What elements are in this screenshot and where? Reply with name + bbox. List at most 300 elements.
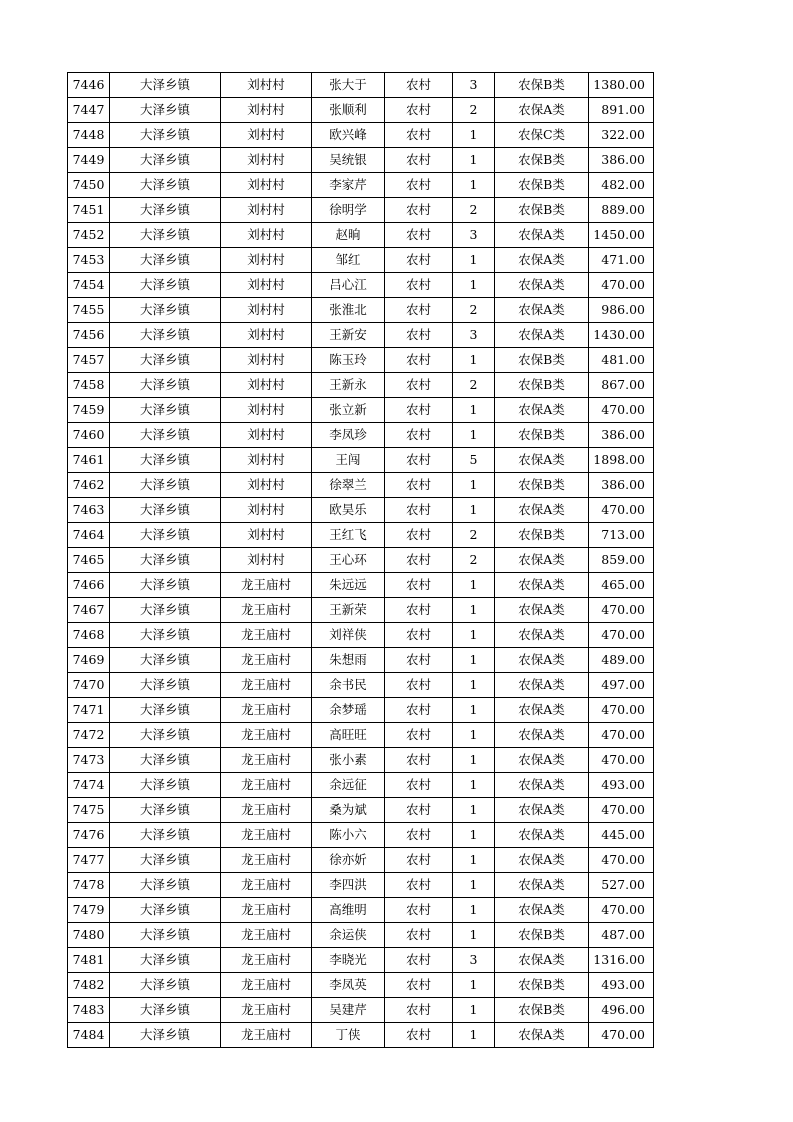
household-count-cell: 2 — [453, 373, 495, 398]
insurance-category-cell: 农保C类 — [495, 123, 589, 148]
record-id-cell: 7456 — [68, 323, 110, 348]
insurance-category-cell: 农保A类 — [495, 1023, 589, 1048]
table-row — [68, 198, 654, 223]
insurance-category-cell: 农保A类 — [495, 823, 589, 848]
amount-cell: 470.00 — [589, 723, 654, 748]
table-row — [68, 273, 654, 298]
insurance-category-cell: 农保A类 — [495, 873, 589, 898]
town-cell: 大泽乡镇 — [110, 948, 221, 973]
area-type-cell: 农村 — [385, 548, 453, 573]
insurance-category-cell: 农保B类 — [495, 973, 589, 998]
town-cell: 大泽乡镇 — [110, 248, 221, 273]
household-count-cell: 1 — [453, 748, 495, 773]
table-row — [68, 1023, 654, 1048]
person-name-cell: 陈小六 — [312, 823, 385, 848]
insurance-category-cell: 农保A类 — [495, 548, 589, 573]
record-id-cell: 7481 — [68, 948, 110, 973]
amount-cell: 867.00 — [589, 373, 654, 398]
record-id-cell: 7450 — [68, 173, 110, 198]
insurance-category-cell: 农保A类 — [495, 248, 589, 273]
household-count-cell: 3 — [453, 223, 495, 248]
person-name-cell: 张小素 — [312, 748, 385, 773]
amount-cell: 713.00 — [589, 523, 654, 548]
person-name-cell: 朱想雨 — [312, 648, 385, 673]
table-row — [68, 398, 654, 423]
insurance-category-cell: 农保A类 — [495, 498, 589, 523]
village-cell: 龙王庙村 — [221, 623, 312, 648]
village-cell: 龙王庙村 — [221, 673, 312, 698]
person-name-cell: 高维明 — [312, 898, 385, 923]
person-name-cell: 王新永 — [312, 373, 385, 398]
table-row — [68, 223, 654, 248]
household-count-cell: 1 — [453, 498, 495, 523]
table-row — [68, 98, 654, 123]
household-count-cell: 1 — [453, 173, 495, 198]
town-cell: 大泽乡镇 — [110, 923, 221, 948]
person-name-cell: 丁侠 — [312, 1023, 385, 1048]
insurance-category-cell: 农保A类 — [495, 898, 589, 923]
household-count-cell: 1 — [453, 123, 495, 148]
person-name-cell: 张大于 — [312, 73, 385, 98]
record-id-cell: 7447 — [68, 98, 110, 123]
household-count-cell: 2 — [453, 98, 495, 123]
person-name-cell: 王新安 — [312, 323, 385, 348]
household-count-cell: 1 — [453, 148, 495, 173]
town-cell: 大泽乡镇 — [110, 548, 221, 573]
town-cell: 大泽乡镇 — [110, 148, 221, 173]
amount-cell: 470.00 — [589, 898, 654, 923]
village-cell: 刘村村 — [221, 98, 312, 123]
person-name-cell: 余梦瑶 — [312, 698, 385, 723]
person-name-cell: 朱远远 — [312, 573, 385, 598]
town-cell: 大泽乡镇 — [110, 673, 221, 698]
town-cell: 大泽乡镇 — [110, 398, 221, 423]
insurance-category-cell: 农保B类 — [495, 998, 589, 1023]
village-cell: 龙王庙村 — [221, 748, 312, 773]
insurance-category-cell: 农保A类 — [495, 848, 589, 873]
village-cell: 龙王庙村 — [221, 573, 312, 598]
table-row — [68, 448, 654, 473]
village-cell: 刘村村 — [221, 273, 312, 298]
village-cell: 刘村村 — [221, 323, 312, 348]
record-id-cell: 7468 — [68, 623, 110, 648]
amount-cell: 386.00 — [589, 423, 654, 448]
village-cell: 刘村村 — [221, 523, 312, 548]
amount-cell: 386.00 — [589, 473, 654, 498]
area-type-cell: 农村 — [385, 673, 453, 698]
table-row — [68, 173, 654, 198]
household-count-cell: 3 — [453, 948, 495, 973]
village-cell: 刘村村 — [221, 373, 312, 398]
table-row — [68, 698, 654, 723]
person-name-cell: 张顺利 — [312, 98, 385, 123]
household-count-cell: 1 — [453, 848, 495, 873]
amount-cell: 493.00 — [589, 973, 654, 998]
town-cell: 大泽乡镇 — [110, 648, 221, 673]
person-name-cell: 欧兴峰 — [312, 123, 385, 148]
person-name-cell: 李凤珍 — [312, 423, 385, 448]
insurance-category-cell: 农保B类 — [495, 173, 589, 198]
amount-cell: 493.00 — [589, 773, 654, 798]
area-type-cell: 农村 — [385, 73, 453, 98]
person-name-cell: 王新荣 — [312, 598, 385, 623]
table-row — [68, 973, 654, 998]
relief-roster-table — [67, 72, 654, 1048]
village-cell: 龙王庙村 — [221, 898, 312, 923]
table-row — [68, 548, 654, 573]
town-cell: 大泽乡镇 — [110, 73, 221, 98]
record-id-cell: 7464 — [68, 523, 110, 548]
record-id-cell: 7466 — [68, 573, 110, 598]
village-cell: 刘村村 — [221, 123, 312, 148]
person-name-cell: 陈玉玲 — [312, 348, 385, 373]
amount-cell: 470.00 — [589, 1023, 654, 1048]
village-cell: 刘村村 — [221, 423, 312, 448]
household-count-cell: 1 — [453, 398, 495, 423]
household-count-cell: 1 — [453, 248, 495, 273]
insurance-category-cell: 农保A类 — [495, 723, 589, 748]
household-count-cell: 2 — [453, 523, 495, 548]
area-type-cell: 农村 — [385, 773, 453, 798]
table-row — [68, 423, 654, 448]
household-count-cell: 2 — [453, 198, 495, 223]
town-cell: 大泽乡镇 — [110, 723, 221, 748]
amount-cell: 470.00 — [589, 273, 654, 298]
person-name-cell: 李四洪 — [312, 873, 385, 898]
town-cell: 大泽乡镇 — [110, 473, 221, 498]
amount-cell: 470.00 — [589, 848, 654, 873]
amount-cell: 859.00 — [589, 548, 654, 573]
town-cell: 大泽乡镇 — [110, 873, 221, 898]
table-row — [68, 723, 654, 748]
person-name-cell: 徐明学 — [312, 198, 385, 223]
table-row — [68, 248, 654, 273]
record-id-cell: 7465 — [68, 548, 110, 573]
amount-cell: 1450.00 — [589, 223, 654, 248]
insurance-category-cell: 农保A类 — [495, 798, 589, 823]
record-id-cell: 7451 — [68, 198, 110, 223]
area-type-cell: 农村 — [385, 998, 453, 1023]
insurance-category-cell: 农保A类 — [495, 698, 589, 723]
table-row — [68, 73, 654, 98]
person-name-cell: 李凤英 — [312, 973, 385, 998]
area-type-cell: 农村 — [385, 98, 453, 123]
record-id-cell: 7461 — [68, 448, 110, 473]
village-cell: 龙王庙村 — [221, 773, 312, 798]
village-cell: 龙王庙村 — [221, 798, 312, 823]
table-row — [68, 848, 654, 873]
area-type-cell: 农村 — [385, 798, 453, 823]
village-cell: 龙王庙村 — [221, 848, 312, 873]
table-row — [68, 523, 654, 548]
person-name-cell: 高旺旺 — [312, 723, 385, 748]
household-count-cell: 1 — [453, 623, 495, 648]
record-id-cell: 7457 — [68, 348, 110, 373]
amount-cell: 470.00 — [589, 623, 654, 648]
table-row — [68, 898, 654, 923]
village-cell: 刘村村 — [221, 548, 312, 573]
record-id-cell: 7478 — [68, 873, 110, 898]
table-row — [68, 673, 654, 698]
town-cell: 大泽乡镇 — [110, 523, 221, 548]
area-type-cell: 农村 — [385, 748, 453, 773]
person-name-cell: 余运侠 — [312, 923, 385, 948]
insurance-category-cell: 农保B类 — [495, 348, 589, 373]
amount-cell: 497.00 — [589, 673, 654, 698]
person-name-cell: 李晓光 — [312, 948, 385, 973]
record-id-cell: 7463 — [68, 498, 110, 523]
table-row — [68, 348, 654, 373]
household-count-cell: 1 — [453, 923, 495, 948]
household-count-cell: 1 — [453, 673, 495, 698]
area-type-cell: 农村 — [385, 398, 453, 423]
area-type-cell: 农村 — [385, 923, 453, 948]
village-cell: 龙王庙村 — [221, 598, 312, 623]
village-cell: 刘村村 — [221, 223, 312, 248]
record-id-cell: 7470 — [68, 673, 110, 698]
area-type-cell: 农村 — [385, 348, 453, 373]
insurance-category-cell: 农保A类 — [495, 773, 589, 798]
record-id-cell: 7469 — [68, 648, 110, 673]
person-name-cell: 邹红 — [312, 248, 385, 273]
area-type-cell: 农村 — [385, 823, 453, 848]
town-cell: 大泽乡镇 — [110, 173, 221, 198]
insurance-category-cell: 农保A类 — [495, 598, 589, 623]
village-cell: 龙王庙村 — [221, 723, 312, 748]
village-cell: 龙王庙村 — [221, 998, 312, 1023]
area-type-cell: 农村 — [385, 148, 453, 173]
amount-cell: 489.00 — [589, 648, 654, 673]
record-id-cell: 7455 — [68, 298, 110, 323]
table-row — [68, 798, 654, 823]
insurance-category-cell: 农保B类 — [495, 923, 589, 948]
area-type-cell: 农村 — [385, 448, 453, 473]
town-cell: 大泽乡镇 — [110, 748, 221, 773]
amount-cell: 1380.00 — [589, 73, 654, 98]
town-cell: 大泽乡镇 — [110, 848, 221, 873]
amount-cell: 1898.00 — [589, 448, 654, 473]
town-cell: 大泽乡镇 — [110, 348, 221, 373]
household-count-cell: 1 — [453, 773, 495, 798]
town-cell: 大泽乡镇 — [110, 223, 221, 248]
insurance-category-cell: 农保B类 — [495, 423, 589, 448]
amount-cell: 1430.00 — [589, 323, 654, 348]
area-type-cell: 农村 — [385, 898, 453, 923]
amount-cell: 1316.00 — [589, 948, 654, 973]
village-cell: 龙王庙村 — [221, 698, 312, 723]
person-name-cell: 欧昊乐 — [312, 498, 385, 523]
village-cell: 刘村村 — [221, 148, 312, 173]
amount-cell: 322.00 — [589, 123, 654, 148]
insurance-category-cell: 农保B类 — [495, 148, 589, 173]
town-cell: 大泽乡镇 — [110, 823, 221, 848]
person-name-cell: 吴建芹 — [312, 998, 385, 1023]
amount-cell: 481.00 — [589, 348, 654, 373]
amount-cell: 482.00 — [589, 173, 654, 198]
amount-cell: 470.00 — [589, 748, 654, 773]
record-id-cell: 7471 — [68, 698, 110, 723]
table-row — [68, 623, 654, 648]
village-cell: 龙王庙村 — [221, 648, 312, 673]
town-cell: 大泽乡镇 — [110, 123, 221, 148]
amount-cell: 470.00 — [589, 398, 654, 423]
area-type-cell: 农村 — [385, 848, 453, 873]
person-name-cell: 刘祥侠 — [312, 623, 385, 648]
record-id-cell: 7460 — [68, 423, 110, 448]
insurance-category-cell: 农保A类 — [495, 573, 589, 598]
area-type-cell: 农村 — [385, 723, 453, 748]
insurance-category-cell: 农保B类 — [495, 198, 589, 223]
area-type-cell: 农村 — [385, 223, 453, 248]
amount-cell: 470.00 — [589, 798, 654, 823]
village-cell: 龙王庙村 — [221, 973, 312, 998]
household-count-cell: 2 — [453, 548, 495, 573]
area-type-cell: 农村 — [385, 623, 453, 648]
village-cell: 刘村村 — [221, 448, 312, 473]
village-cell: 刘村村 — [221, 198, 312, 223]
record-id-cell: 7473 — [68, 748, 110, 773]
person-name-cell: 李家芹 — [312, 173, 385, 198]
area-type-cell: 农村 — [385, 423, 453, 448]
table-row — [68, 573, 654, 598]
record-id-cell: 7467 — [68, 598, 110, 623]
household-count-cell: 1 — [453, 348, 495, 373]
insurance-category-cell: 农保A类 — [495, 223, 589, 248]
town-cell: 大泽乡镇 — [110, 1023, 221, 1048]
record-id-cell: 7458 — [68, 373, 110, 398]
household-count-cell: 5 — [453, 448, 495, 473]
insurance-category-cell: 农保B类 — [495, 523, 589, 548]
town-cell: 大泽乡镇 — [110, 698, 221, 723]
area-type-cell: 农村 — [385, 598, 453, 623]
amount-cell: 465.00 — [589, 573, 654, 598]
record-id-cell: 7459 — [68, 398, 110, 423]
person-name-cell: 徐亦妡 — [312, 848, 385, 873]
amount-cell: 527.00 — [589, 873, 654, 898]
record-id-cell: 7482 — [68, 973, 110, 998]
town-cell: 大泽乡镇 — [110, 798, 221, 823]
village-cell: 龙王庙村 — [221, 948, 312, 973]
area-type-cell: 农村 — [385, 323, 453, 348]
amount-cell: 471.00 — [589, 248, 654, 273]
household-count-cell: 1 — [453, 698, 495, 723]
person-name-cell: 余远征 — [312, 773, 385, 798]
insurance-category-cell: 农保A类 — [495, 298, 589, 323]
table-row — [68, 123, 654, 148]
household-count-cell: 1 — [453, 423, 495, 448]
town-cell: 大泽乡镇 — [110, 198, 221, 223]
town-cell: 大泽乡镇 — [110, 898, 221, 923]
person-name-cell: 吕心江 — [312, 273, 385, 298]
table-row — [68, 948, 654, 973]
record-id-cell: 7479 — [68, 898, 110, 923]
town-cell: 大泽乡镇 — [110, 773, 221, 798]
record-id-cell: 7484 — [68, 1023, 110, 1048]
record-id-cell: 7453 — [68, 248, 110, 273]
table-row — [68, 148, 654, 173]
table-row — [68, 923, 654, 948]
amount-cell: 445.00 — [589, 823, 654, 848]
village-cell: 刘村村 — [221, 173, 312, 198]
household-count-cell: 1 — [453, 898, 495, 923]
amount-cell: 496.00 — [589, 998, 654, 1023]
amount-cell: 891.00 — [589, 98, 654, 123]
household-count-cell: 1 — [453, 823, 495, 848]
table-row — [68, 498, 654, 523]
record-id-cell: 7477 — [68, 848, 110, 873]
town-cell: 大泽乡镇 — [110, 498, 221, 523]
household-count-cell: 1 — [453, 473, 495, 498]
town-cell: 大泽乡镇 — [110, 598, 221, 623]
record-id-cell: 7483 — [68, 998, 110, 1023]
record-id-cell: 7474 — [68, 773, 110, 798]
town-cell: 大泽乡镇 — [110, 373, 221, 398]
village-cell: 刘村村 — [221, 498, 312, 523]
person-name-cell: 张淮北 — [312, 298, 385, 323]
town-cell: 大泽乡镇 — [110, 623, 221, 648]
town-cell: 大泽乡镇 — [110, 998, 221, 1023]
village-cell: 刘村村 — [221, 73, 312, 98]
record-id-cell: 7475 — [68, 798, 110, 823]
household-count-cell: 1 — [453, 973, 495, 998]
area-type-cell: 农村 — [385, 973, 453, 998]
town-cell: 大泽乡镇 — [110, 273, 221, 298]
table-body — [68, 73, 654, 1048]
town-cell: 大泽乡镇 — [110, 448, 221, 473]
record-id-cell: 7449 — [68, 148, 110, 173]
insurance-category-cell: 农保B类 — [495, 373, 589, 398]
insurance-category-cell: 农保A类 — [495, 748, 589, 773]
record-id-cell: 7448 — [68, 123, 110, 148]
record-id-cell: 7480 — [68, 923, 110, 948]
village-cell: 龙王庙村 — [221, 873, 312, 898]
area-type-cell: 农村 — [385, 648, 453, 673]
area-type-cell: 农村 — [385, 273, 453, 298]
household-count-cell: 1 — [453, 873, 495, 898]
table-row — [68, 373, 654, 398]
household-count-cell: 1 — [453, 648, 495, 673]
record-id-cell: 7472 — [68, 723, 110, 748]
table-row — [68, 748, 654, 773]
insurance-category-cell: 农保B类 — [495, 473, 589, 498]
table-row — [68, 873, 654, 898]
area-type-cell: 农村 — [385, 873, 453, 898]
table-row — [68, 823, 654, 848]
record-id-cell: 7462 — [68, 473, 110, 498]
amount-cell: 386.00 — [589, 148, 654, 173]
town-cell: 大泽乡镇 — [110, 573, 221, 598]
insurance-category-cell: 农保A类 — [495, 948, 589, 973]
village-cell: 刘村村 — [221, 398, 312, 423]
record-id-cell: 7454 — [68, 273, 110, 298]
table-row — [68, 473, 654, 498]
area-type-cell: 农村 — [385, 573, 453, 598]
household-count-cell: 1 — [453, 598, 495, 623]
record-id-cell: 7476 — [68, 823, 110, 848]
household-count-cell: 1 — [453, 798, 495, 823]
household-count-cell: 3 — [453, 73, 495, 98]
town-cell: 大泽乡镇 — [110, 973, 221, 998]
area-type-cell: 农村 — [385, 123, 453, 148]
area-type-cell: 农村 — [385, 298, 453, 323]
person-name-cell: 王心环 — [312, 548, 385, 573]
insurance-category-cell: 农保A类 — [495, 398, 589, 423]
record-id-cell: 7446 — [68, 73, 110, 98]
person-name-cell: 王闯 — [312, 448, 385, 473]
person-name-cell: 王红飞 — [312, 523, 385, 548]
insurance-category-cell: 农保A类 — [495, 448, 589, 473]
town-cell: 大泽乡镇 — [110, 423, 221, 448]
